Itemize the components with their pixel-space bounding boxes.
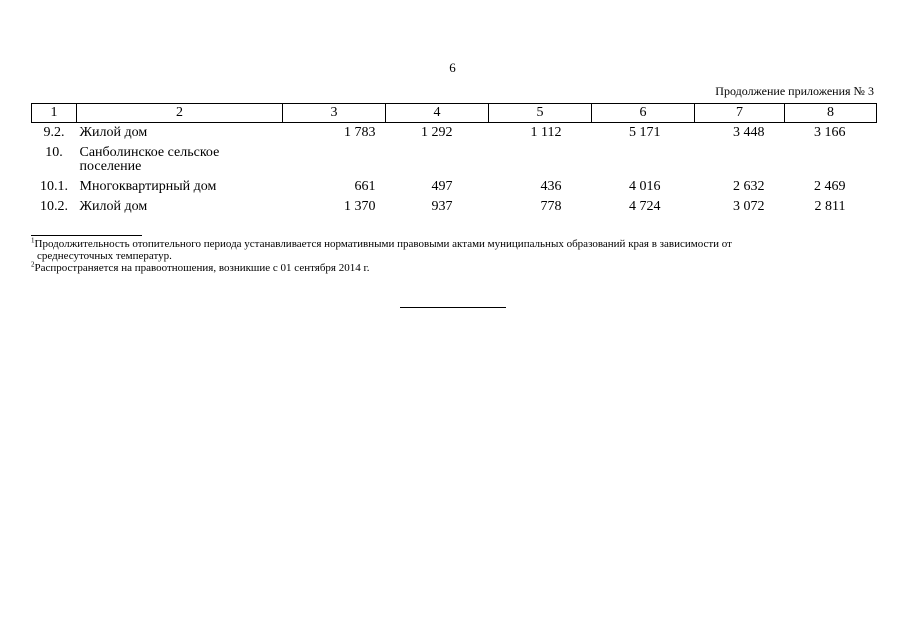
column-header: 5 — [489, 104, 592, 123]
cell-value: 3 072 — [733, 199, 765, 214]
cell-value: 2 469 — [814, 179, 846, 194]
cell-value: 1 292 — [421, 125, 453, 140]
cell-value: 778 — [540, 199, 562, 214]
column-header: 6 — [592, 104, 695, 123]
table-row — [32, 197, 877, 217]
table-row — [32, 177, 877, 197]
cell-value — [386, 143, 489, 177]
cell-value — [785, 143, 877, 177]
cell-value: 937 — [431, 199, 453, 214]
cell-value: 3 166 — [814, 125, 846, 140]
column-header: 7 — [695, 104, 785, 123]
cell-value: 1 112 — [530, 125, 562, 140]
footnote-mark: 2 — [31, 260, 35, 269]
cell-value: 661 — [354, 179, 376, 194]
column-header: 1 — [32, 104, 77, 123]
table-header — [32, 104, 877, 123]
row-number: 10.2. — [40, 199, 68, 214]
row-number: 10. — [45, 145, 63, 160]
cell-value: 4 016 — [629, 179, 661, 194]
cell-value: 436 — [540, 179, 562, 194]
footnote-1 — [31, 238, 876, 262]
footnote-text: Распространяется на правоотношения, возникшие с 01 сентября 2014 г. — [34, 262, 370, 274]
column-header: 8 — [785, 104, 877, 123]
footnote-text-continuation: среднесуточных температур. — [37, 250, 172, 262]
page-number: 6 — [449, 60, 456, 75]
cell-value: 2 632 — [733, 179, 765, 194]
cell-value: 1 370 — [344, 199, 376, 214]
footnote-2 — [31, 262, 876, 274]
footnote-text: Продолжительность отопительного периода устанавливается нормативными правовыми актами муниципальных образований края в зависимости от — [34, 238, 732, 250]
column-header: 2 — [77, 104, 283, 123]
row-name: Санболинское сельское поселение — [79, 145, 220, 174]
row-name: Жилой дом — [79, 125, 148, 140]
column-header: 3 — [283, 104, 386, 123]
footnotes — [31, 238, 876, 274]
row-name: Жилой дом — [79, 199, 148, 214]
row-number: 10.1. — [40, 179, 68, 194]
table-body — [32, 123, 877, 218]
footnote-separator — [31, 235, 142, 236]
cell-value — [695, 143, 785, 177]
end-separator — [400, 307, 506, 308]
cell-value: 2 811 — [814, 199, 846, 214]
row-number: 9.2. — [43, 125, 65, 140]
cell-value: 4 724 — [629, 199, 661, 214]
table-header-row — [32, 104, 877, 123]
footnote-mark: 1 — [31, 236, 35, 245]
cell-value: 1 783 — [344, 125, 376, 140]
cell-value: 497 — [431, 179, 453, 194]
cell-value — [592, 143, 695, 177]
table-row — [32, 143, 877, 177]
cell-value: 3 448 — [733, 125, 765, 140]
data-table — [31, 103, 877, 217]
cell-value — [283, 143, 386, 177]
row-name: Многоквартирный дом — [79, 179, 217, 194]
cell-value — [489, 143, 592, 177]
appendix-continuation-label: Продолжение приложения № 3 — [715, 84, 874, 98]
cell-value: 5 171 — [629, 125, 661, 140]
column-header: 4 — [386, 104, 489, 123]
table-row — [32, 123, 877, 144]
